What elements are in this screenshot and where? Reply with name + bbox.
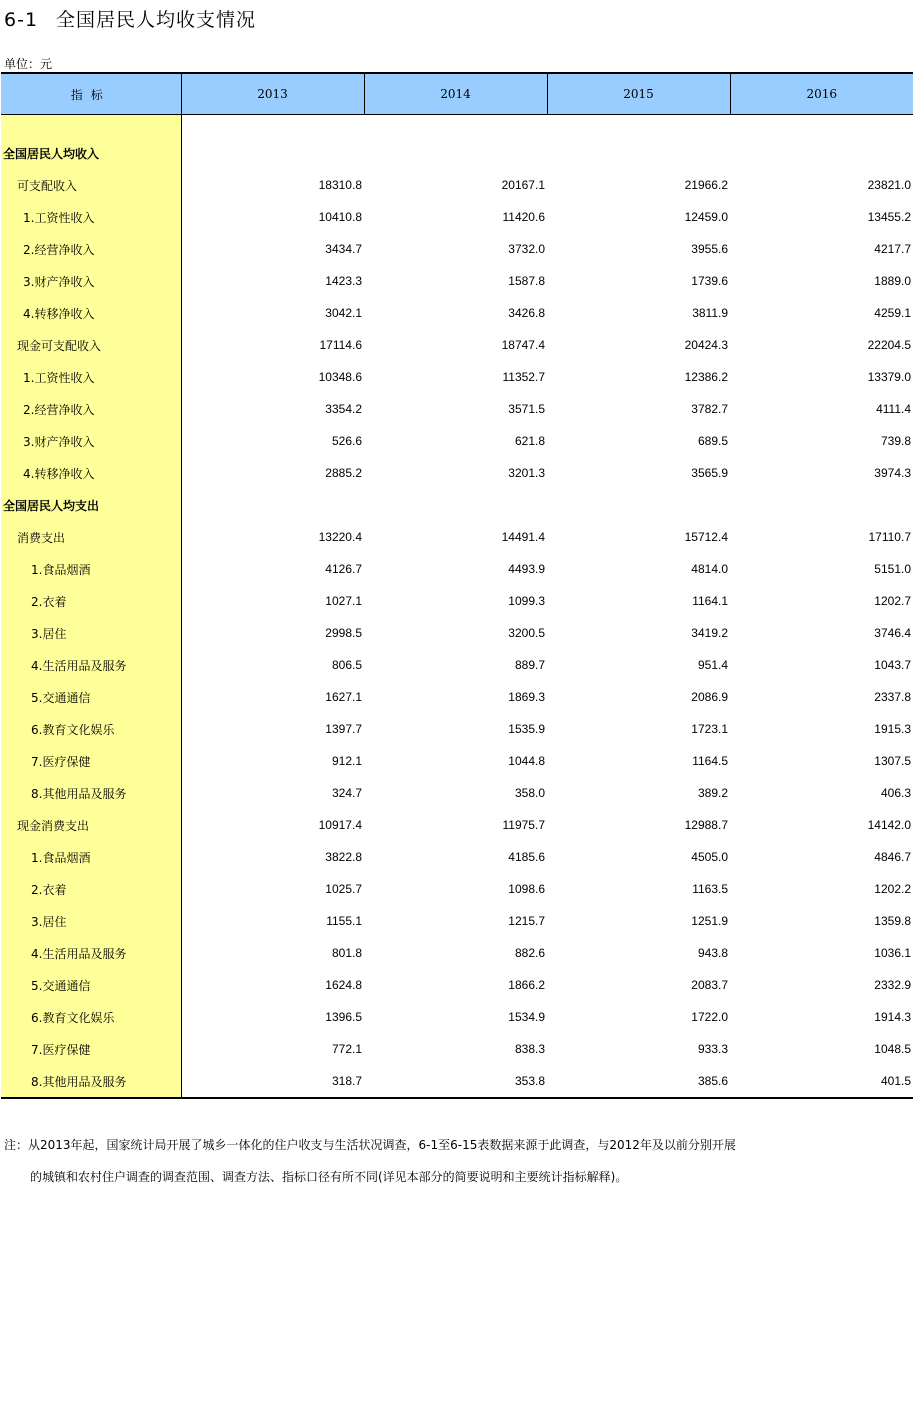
- row-label: 3.居住: [1, 905, 181, 937]
- cell-value: 1099.3: [508, 594, 545, 608]
- cell-value: 889.7: [514, 658, 545, 672]
- table-row: [1, 585, 913, 617]
- table-row: [1, 873, 913, 905]
- row-label: [1, 115, 181, 138]
- cell-value: 2086.9: [691, 690, 728, 704]
- cell-value: 772.1: [331, 1042, 362, 1056]
- row-label: 2.衣着: [1, 585, 181, 617]
- table-row: [1, 201, 913, 233]
- cell-value: 3426.8: [508, 306, 545, 320]
- cell-value: 15712.4: [684, 530, 728, 544]
- table-row: [1, 905, 913, 937]
- cell-value: 1535.9: [508, 722, 545, 736]
- cell-value: 21966.2: [684, 178, 728, 192]
- cell-value: 5151.0: [874, 562, 911, 576]
- row-label: 6.教育文化娱乐: [1, 713, 181, 745]
- cell-value: 3201.3: [508, 466, 545, 480]
- cell-value: 3434.7: [325, 242, 362, 256]
- cell-value: 1397.7: [325, 722, 362, 736]
- cell-value: 2332.9: [874, 978, 911, 992]
- cell-value: 806.5: [331, 658, 362, 672]
- table-row: [1, 489, 913, 521]
- cell-value: 4185.6: [508, 850, 545, 864]
- cell-value: 1048.5: [874, 1042, 911, 1056]
- footnote-line: 注：从2013年起，国家统计局开展了城乡一体化的住户收支与生活状况调查，6-1至6-15表数据来源于此调查，与2012年及以前分别开展: [4, 1138, 736, 1152]
- cell-value: 13455.2: [867, 210, 911, 224]
- table-row: [1, 809, 913, 841]
- row-label: 3.财产净收入: [1, 265, 181, 297]
- cell-value: 1889.0: [874, 274, 911, 288]
- table-row: [1, 457, 913, 489]
- cell-value: 1869.3: [508, 690, 545, 704]
- cell-value: 2998.5: [325, 626, 362, 640]
- row-label: 8.其他用品及服务: [1, 1065, 181, 1098]
- cell-value: 324.7: [331, 786, 362, 800]
- cell-value: 406.3: [880, 786, 911, 800]
- row-label: 1.工资性收入: [1, 201, 181, 233]
- cell-value: 389.2: [697, 786, 728, 800]
- row-label: 2.衣着: [1, 873, 181, 905]
- cell-value: 18310.8: [318, 178, 362, 192]
- cell-value: 739.8: [880, 434, 911, 448]
- cell-value: 4259.1: [874, 306, 911, 320]
- table-row: [1, 649, 913, 681]
- cell-value: 4493.9: [508, 562, 545, 576]
- row-label: 4.生活用品及服务: [1, 649, 181, 681]
- cell-value: 1627.1: [325, 690, 362, 704]
- cell-value: 22204.5: [867, 338, 911, 352]
- cell-value: [181, 489, 364, 521]
- cell-value: 3746.4: [874, 626, 911, 640]
- cell-value: 14491.4: [501, 530, 545, 544]
- cell-value: 353.8: [364, 1065, 547, 1098]
- row-label: 1.工资性收入: [1, 361, 181, 393]
- row-label: 消费支出: [1, 521, 181, 553]
- cell-value: 18747.4: [501, 338, 545, 352]
- cell-value: 385.6: [547, 1065, 730, 1098]
- cell-value: 1359.8: [874, 914, 911, 928]
- cell-value: 3811.9: [692, 306, 728, 320]
- cell-value: 17110.7: [868, 530, 911, 544]
- cell-value: 1036.1: [874, 946, 911, 960]
- row-label: 现金可支配收入: [1, 329, 181, 361]
- row-label: 5.交通通信: [1, 681, 181, 713]
- cell-value: 3571.5: [508, 402, 545, 416]
- cell-value: [547, 489, 730, 521]
- cell-value: 10917.4: [318, 818, 362, 832]
- table-row: [1, 425, 913, 457]
- cell-value: 1202.2: [874, 882, 911, 896]
- cell-value: 401.5: [730, 1065, 913, 1098]
- cell-value: 3200.5: [508, 626, 545, 640]
- footnote: [4, 1129, 736, 1193]
- table-row: [1, 777, 913, 809]
- cell-value: 943.8: [697, 946, 728, 960]
- cell-value: 2885.2: [325, 466, 362, 480]
- cell-value: 3042.1: [325, 306, 362, 320]
- header-year: 2016: [730, 73, 913, 115]
- table-row: [1, 745, 913, 777]
- cell-value: 689.5: [697, 434, 728, 448]
- row-label: 现金消费支出: [1, 809, 181, 841]
- section-heading: 全国居民人均收入: [1, 137, 181, 169]
- cell-value: 1396.5: [325, 1010, 362, 1024]
- row-label: 5.交通通信: [1, 969, 181, 1001]
- cell-value: 621.8: [514, 434, 545, 448]
- cell-value: 1722.0: [691, 1010, 728, 1024]
- cell-value: 11975.7: [502, 818, 545, 832]
- cell-value: 12459.0: [684, 210, 728, 224]
- cell-value: [547, 137, 730, 169]
- table-row: [1, 969, 913, 1001]
- cell-value: [181, 137, 364, 169]
- cell-value: 1423.3: [325, 274, 362, 288]
- cell-value: 12988.7: [684, 818, 728, 832]
- cell-value: 1914.3: [874, 1010, 911, 1024]
- cell-value: 20424.3: [684, 338, 728, 352]
- header-year: 2015: [547, 73, 730, 115]
- cell-value: 3732.0: [508, 242, 545, 256]
- table-number: 6-1: [4, 9, 39, 31]
- table-row: [1, 617, 913, 649]
- row-label: 8.其他用品及服务: [1, 777, 181, 809]
- cell-value: 1624.8: [325, 978, 362, 992]
- unit-label: 单位：元: [4, 57, 53, 71]
- cell-value: 12386.2: [684, 370, 728, 384]
- cell-value: 1098.6: [508, 882, 545, 896]
- header-row: [1, 73, 913, 115]
- data-table: [1, 72, 913, 1099]
- cell-value: 3565.9: [691, 466, 728, 480]
- row-label: 1.食品烟酒: [1, 553, 181, 585]
- cell-value: 801.8: [331, 946, 362, 960]
- cell-value: 3354.2: [325, 402, 362, 416]
- cell-value: 13220.4: [318, 530, 362, 544]
- cell-value: 4217.7: [874, 242, 911, 256]
- row-label: 7.医疗保健: [1, 1033, 181, 1065]
- row-label: 1.食品烟酒: [1, 841, 181, 873]
- cell-value: 1866.2: [508, 978, 545, 992]
- table-row: [1, 553, 913, 585]
- spacer-row: [1, 115, 913, 138]
- table-title: 全国居民人均收支情况: [56, 9, 257, 31]
- cell-value: 1534.9: [508, 1010, 545, 1024]
- cell-value: [730, 137, 913, 169]
- cell-value: 20167.1: [501, 178, 545, 192]
- row-label: 6.教育文化娱乐: [1, 1001, 181, 1033]
- table-row: [1, 1065, 913, 1098]
- cell-value: [364, 137, 547, 169]
- table-row: [1, 329, 913, 361]
- table-row: [1, 521, 913, 553]
- table-row: [1, 937, 913, 969]
- cell-value: 912.1: [331, 754, 362, 768]
- cell-value: 1739.6: [691, 274, 728, 288]
- cell-value: 13379.0: [867, 370, 911, 384]
- table-row: [1, 1001, 913, 1033]
- cell-value: 1915.3: [874, 722, 911, 736]
- table-row: [1, 169, 913, 201]
- cell-value: 14142.0: [867, 818, 911, 832]
- footnote-line: 的城镇和农村住户调查的调查范围、调查方法、指标口径有所不同(详见本部分的简要说明和主要统计指标解释)。: [30, 1170, 628, 1184]
- cell-value: 951.4: [697, 658, 728, 672]
- table-row: [1, 265, 913, 297]
- cell-value: 4505.0: [691, 850, 728, 864]
- header-indicator: 指标: [1, 73, 181, 115]
- table-row: [1, 137, 913, 169]
- row-label: 4.转移净收入: [1, 297, 181, 329]
- cell-value: 4814.0: [691, 562, 728, 576]
- cell-value: 933.3: [697, 1042, 728, 1056]
- cell-value: 3822.8: [325, 850, 362, 864]
- row-label: 7.医疗保健: [1, 745, 181, 777]
- row-label: 可支配收入: [1, 169, 181, 201]
- cell-value: 1025.7: [325, 882, 362, 896]
- table-row: [1, 297, 913, 329]
- cell-value: 3974.3: [874, 466, 911, 480]
- cell-value: 10348.6: [318, 370, 362, 384]
- cell-value: 1044.8: [508, 754, 545, 768]
- cell-value: 2337.8: [874, 690, 911, 704]
- page-title: [4, 5, 256, 32]
- cell-value: 2083.7: [691, 978, 728, 992]
- cell-value: 4126.7: [325, 562, 362, 576]
- cell-value: 4846.7: [874, 850, 911, 864]
- cell-value: [730, 489, 913, 521]
- cell-value: 17114.6: [319, 338, 362, 352]
- cell-value: 23821.0: [867, 178, 911, 192]
- cell-value: 1027.1: [325, 594, 362, 608]
- cell-value: 3782.7: [691, 402, 728, 416]
- cell-value: 1202.7: [874, 594, 911, 608]
- cell-value: 11352.7: [502, 370, 545, 384]
- cell-value: 3955.6: [691, 242, 728, 256]
- cell-value: 3419.2: [691, 626, 728, 640]
- row-label: 3.财产净收入: [1, 425, 181, 457]
- cell-value: 1215.7: [508, 914, 545, 928]
- cell-value: 1164.1: [692, 594, 728, 608]
- row-label: 3.居住: [1, 617, 181, 649]
- header-year: 2013: [181, 73, 364, 115]
- cell-value: 358.0: [514, 786, 545, 800]
- cell-value: 318.7: [181, 1065, 364, 1098]
- cell-value: 4111.4: [876, 402, 911, 416]
- section-heading: 全国居民人均支出: [1, 489, 181, 521]
- table-row: [1, 1033, 913, 1065]
- row-label: 4.转移净收入: [1, 457, 181, 489]
- row-label: 4.生活用品及服务: [1, 937, 181, 969]
- row-label: 2.经营净收入: [1, 393, 181, 425]
- cell-value: 1251.9: [691, 914, 728, 928]
- cell-value: 10410.8: [318, 210, 362, 224]
- row-label: 2.经营净收入: [1, 233, 181, 265]
- cell-value: 1164.5: [692, 754, 728, 768]
- cell-value: [364, 489, 547, 521]
- cell-value: 838.3: [514, 1042, 545, 1056]
- cell-value: 526.6: [331, 434, 362, 448]
- cell-value: 1155.1: [326, 914, 362, 928]
- table-row: [1, 841, 913, 873]
- table-row: [1, 233, 913, 265]
- header-year: 2014: [364, 73, 547, 115]
- cell-value: 11420.6: [502, 210, 545, 224]
- cell-value: 882.6: [514, 946, 545, 960]
- table-row: [1, 713, 913, 745]
- cell-value: 1587.8: [508, 274, 545, 288]
- table-row: [1, 681, 913, 713]
- cell-value: 1043.7: [874, 658, 911, 672]
- table-row: [1, 393, 913, 425]
- cell-value: 1723.1: [691, 722, 728, 736]
- cell-value: 1307.5: [874, 754, 911, 768]
- table-row: [1, 361, 913, 393]
- cell-value: 1163.5: [692, 882, 728, 896]
